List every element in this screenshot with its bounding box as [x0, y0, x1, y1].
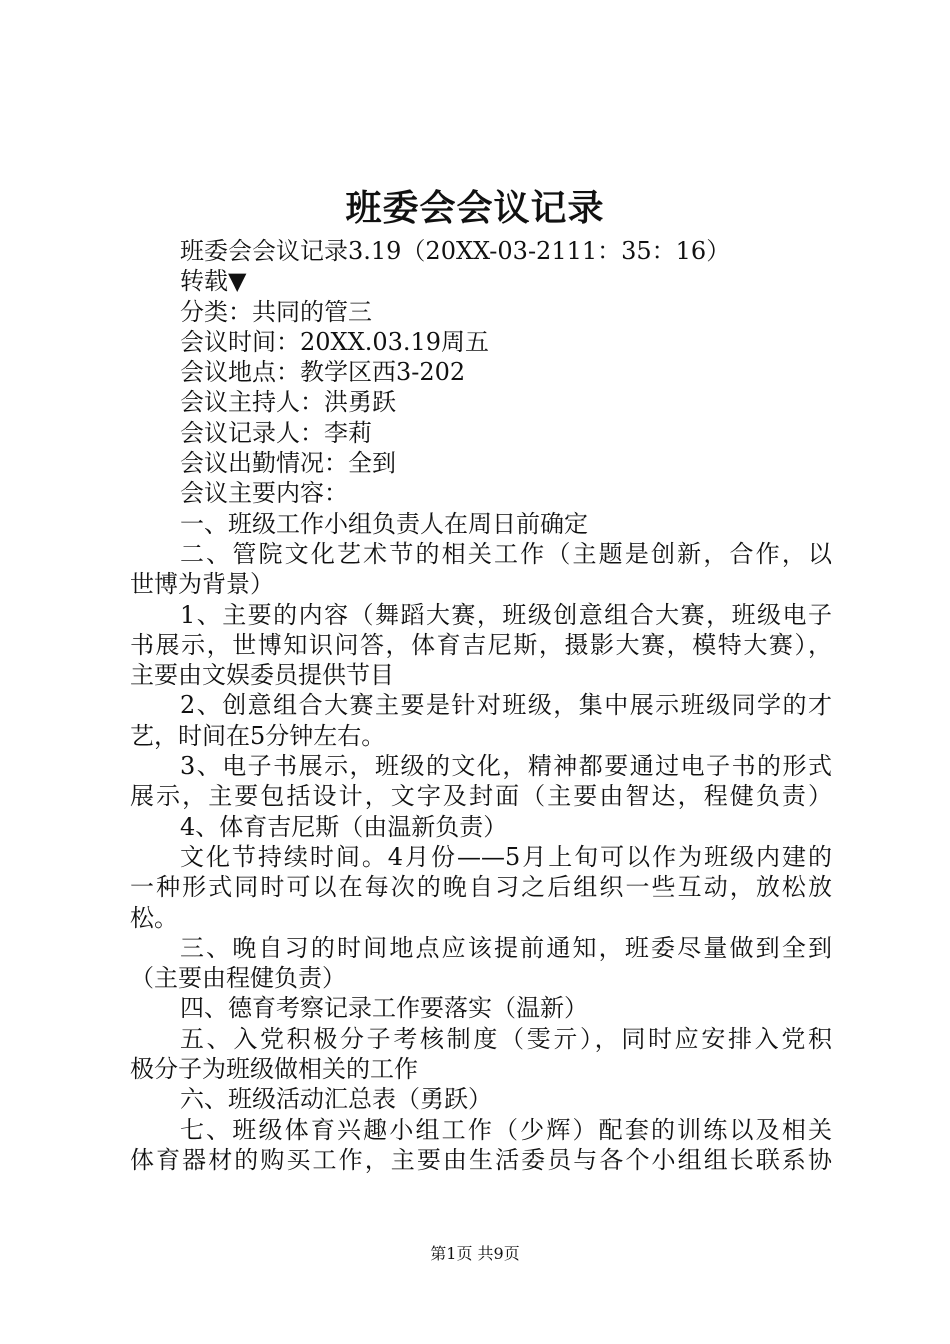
text-line: 艺，时间在5分钟左右。 [130, 721, 386, 750]
text-line: 4、体育吉尼斯（由温新负责） [180, 812, 508, 841]
text-line: 会议主要内容： [180, 479, 348, 508]
text-line: 主要由文娱委员提供节目 [130, 661, 394, 690]
text-line: 会议地点：教学区西3-202 [180, 358, 466, 387]
page-footer: 第1页 共9页 [430, 1244, 520, 1263]
text-line: 松。 [130, 903, 178, 932]
text-line: 会议出勤情况：全到 [180, 449, 396, 478]
text-line: 文化节持续时间。4月份——5月上旬可以作为班级内建的 [180, 842, 832, 871]
text-line: 展示，主要包括设计，文字及封面（主要由智达，程健负责） [130, 782, 832, 811]
text-line: 2、创意组合大赛主要是针对班级，集中展示班级同学的才 [180, 691, 832, 720]
text-line: 体育器材的购买工作，主要由生活委员与各个小组组长联系协 [130, 1145, 832, 1174]
text-line: 六、班级活动汇总表（勇跃） [180, 1085, 492, 1114]
text-line: （主要由程健负责） [130, 964, 346, 993]
text-line: 一种形式同时可以在每次的晚自习之后组织一些互动，放松放 [130, 873, 832, 902]
text-line: 七、班级体育兴趣小组工作（少辉）配套的训练以及相关 [180, 1115, 832, 1144]
text-line: 世博为背景） [130, 570, 274, 599]
text-line: 书展示，世博知识问答，体育吉尼斯，摄影大赛，模特大赛）， [130, 630, 832, 659]
text-line: 会议主持人：洪勇跃 [180, 388, 396, 417]
text-line: 五、入党积极分子考核制度（雯亓），同时应安排入党积 [180, 1024, 832, 1053]
text-line: 1、主要的内容（舞蹈大赛，班级创意组合大赛，班级电子 [180, 600, 832, 629]
text-line: 二、管院文化艺术节的相关工作（主题是创新，合作，以 [180, 539, 832, 568]
text-line: 会议记录人：李莉 [180, 418, 372, 447]
text-line: 一、班级工作小组负责人在周日前确定 [180, 509, 588, 538]
text-line: 四、德育考察记录工作要落实（温新） [180, 994, 588, 1023]
text-line: 班委会会议记录3.19（20XX-03-2111：35：16） [180, 237, 731, 265]
text-line: 极分子为班级做相关的工作 [130, 1055, 418, 1084]
document-title: 班委会会议记录 [345, 187, 605, 229]
text-line: 分类：共同的管三 [180, 297, 372, 326]
text-line: 三、晚自习的时间地点应该提前通知，班委尽量做到全到 [180, 933, 832, 962]
text-line: 转载▼ [180, 267, 247, 296]
text-line: 会议时间：20XX.03.19周五 [180, 327, 490, 356]
text-line: 3、电子书展示，班级的文化，精神都要通过电子书的形式 [180, 752, 832, 781]
document-body [130, 236, 832, 1175]
